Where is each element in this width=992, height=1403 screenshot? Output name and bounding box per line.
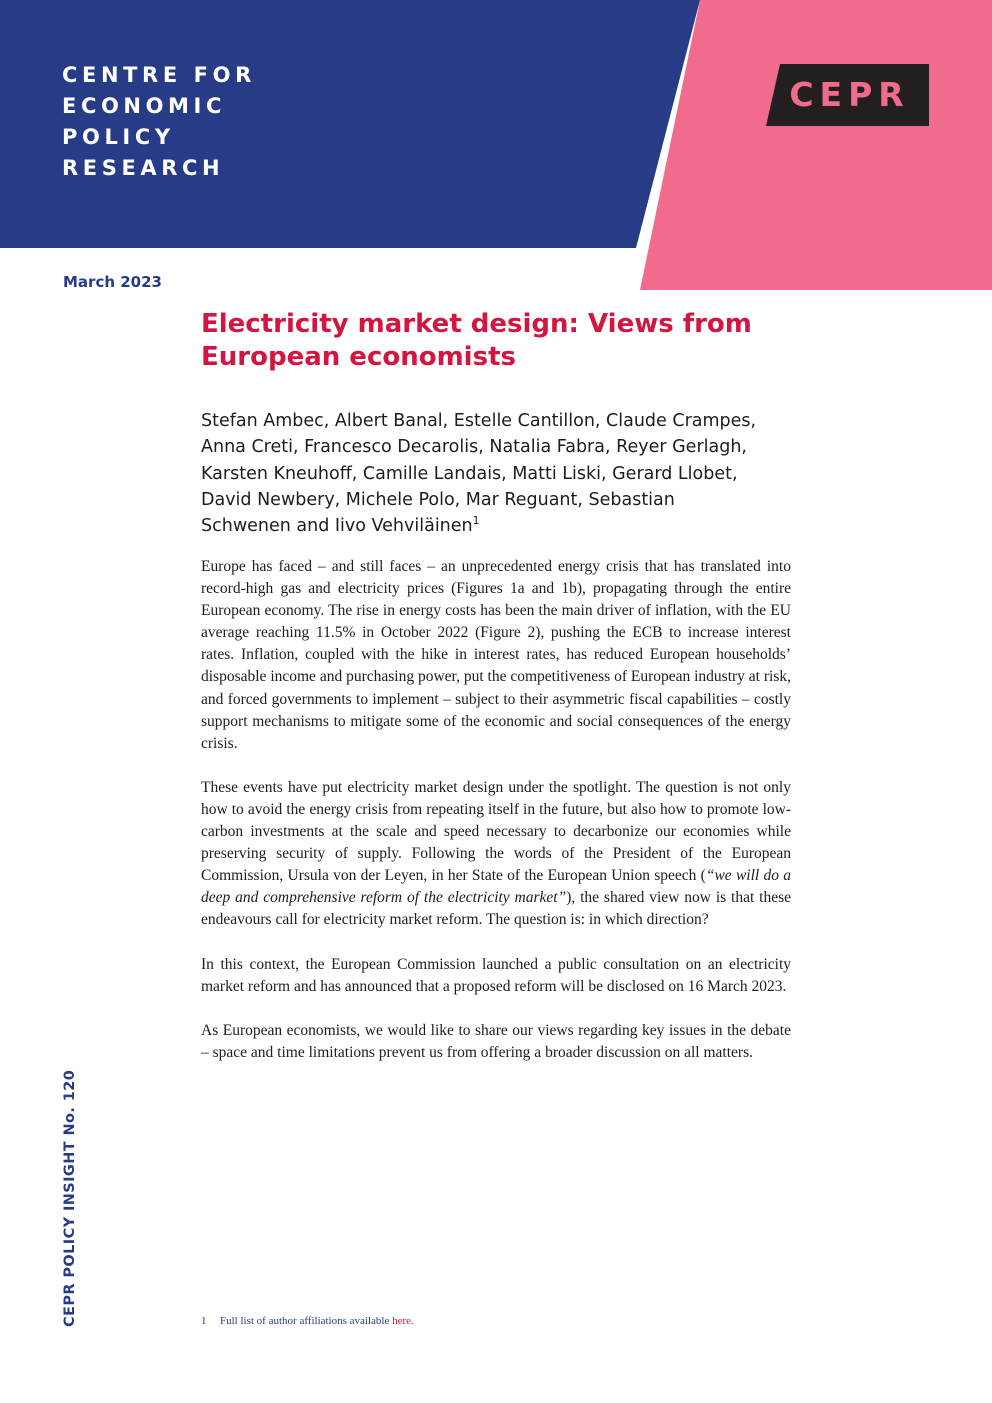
page-title [201,308,781,374]
author-line-text: Schwenen and Iivo Vehviläinen [201,516,473,537]
publication-date: March 2023 [63,273,162,291]
pink-panel [640,0,992,290]
author-line: David Newbery, Michele Polo, Mar Reguant, Sebastian [201,489,675,510]
cepr-logo [766,64,929,126]
org-name-line: ECONOMIC [62,94,226,118]
paragraph-spotlight [201,777,791,932]
author-list [201,408,801,539]
paragraph-views: As European economists, we would like to share our views regarding key issues in the debate – space and time limitations prevent us from offering a broader discussion on all matters. [201,1021,791,1061]
logo-text: CEPR [789,75,910,114]
title-line: Electricity market design: Views from [201,309,752,339]
affiliations-link[interactable]: here. [392,1315,414,1327]
title-line: European economists [201,342,516,372]
author-line: Stefan Ambec, Albert Banal, Estelle Cantillon, Claude Crampes, [201,411,757,431]
author-line: Anna Creti, Francesco Decarolis, Natalia Fabra, Reyer Gerlagh, [201,437,747,458]
body-text [201,556,791,1086]
paragraph-text: These events have put electricity market design under the spotlight. The question is not only how to avoid the energy crisis from repeating itself in the future, but also how to promote low-carbon investments at the scale and speed necessary to decarbonize our economies while preserving security of supply. Following the words of the President of the European Commission, Ursula von der Leyen, in her State of the European Union speech ( [201,778,791,885]
footnote-marker[interactable]: 1 [472,514,480,528]
footnote-text: Full list of author affiliations available [220,1315,393,1327]
series-label: CEPR POLICY INSIGHT No. 120 [62,1069,78,1327]
footnote [201,1315,414,1327]
org-name-line: POLICY [62,125,175,149]
speech-quote: “we will do a deep and comprehensive reform of the electricity market” [201,867,791,907]
paragraph-intro: Europe has faced – and still faces – an unprecedented energy crisis that has translated into record-high gas and electricity prices (Figures 1a and 1b), propagating through the entire European economy. The rise in energy costs has been the main driver of inflation, with the EU average reaching 11.5% in October 2022 (Figure 2), pushing the ECB to increase interest rates. Inflation, coupled with the hike in interest rates, has reduced European households’ disposable income and purchasing power, put the competitiveness of European industry at risk, and forced governments to implement – subject to their asymmetric fiscal capabilities – costly support mechanisms to mitigate some of the economic and social consequences of the energy crisis. [201,558,791,752]
paragraph-text: ), the shared view now is that these endeavours call for electricity market reform. The question is: in which direction? [201,889,791,929]
org-name-line: CENTRE FOR [62,63,256,87]
org-name-line: RESEARCH [62,156,225,180]
author-line: Karsten Kneuhoff, Camille Landais, Matti Liski, Gerard Llobet, [201,463,738,484]
footnote-number: 1 [201,1315,207,1327]
paragraph-context: In this context, the European Commission launched a public consultation on an electricity market reform and has announced that a proposed reform will be disclosed on 16 March 2023. [201,955,791,995]
organization-name [62,60,256,184]
author-line-last [201,513,801,539]
